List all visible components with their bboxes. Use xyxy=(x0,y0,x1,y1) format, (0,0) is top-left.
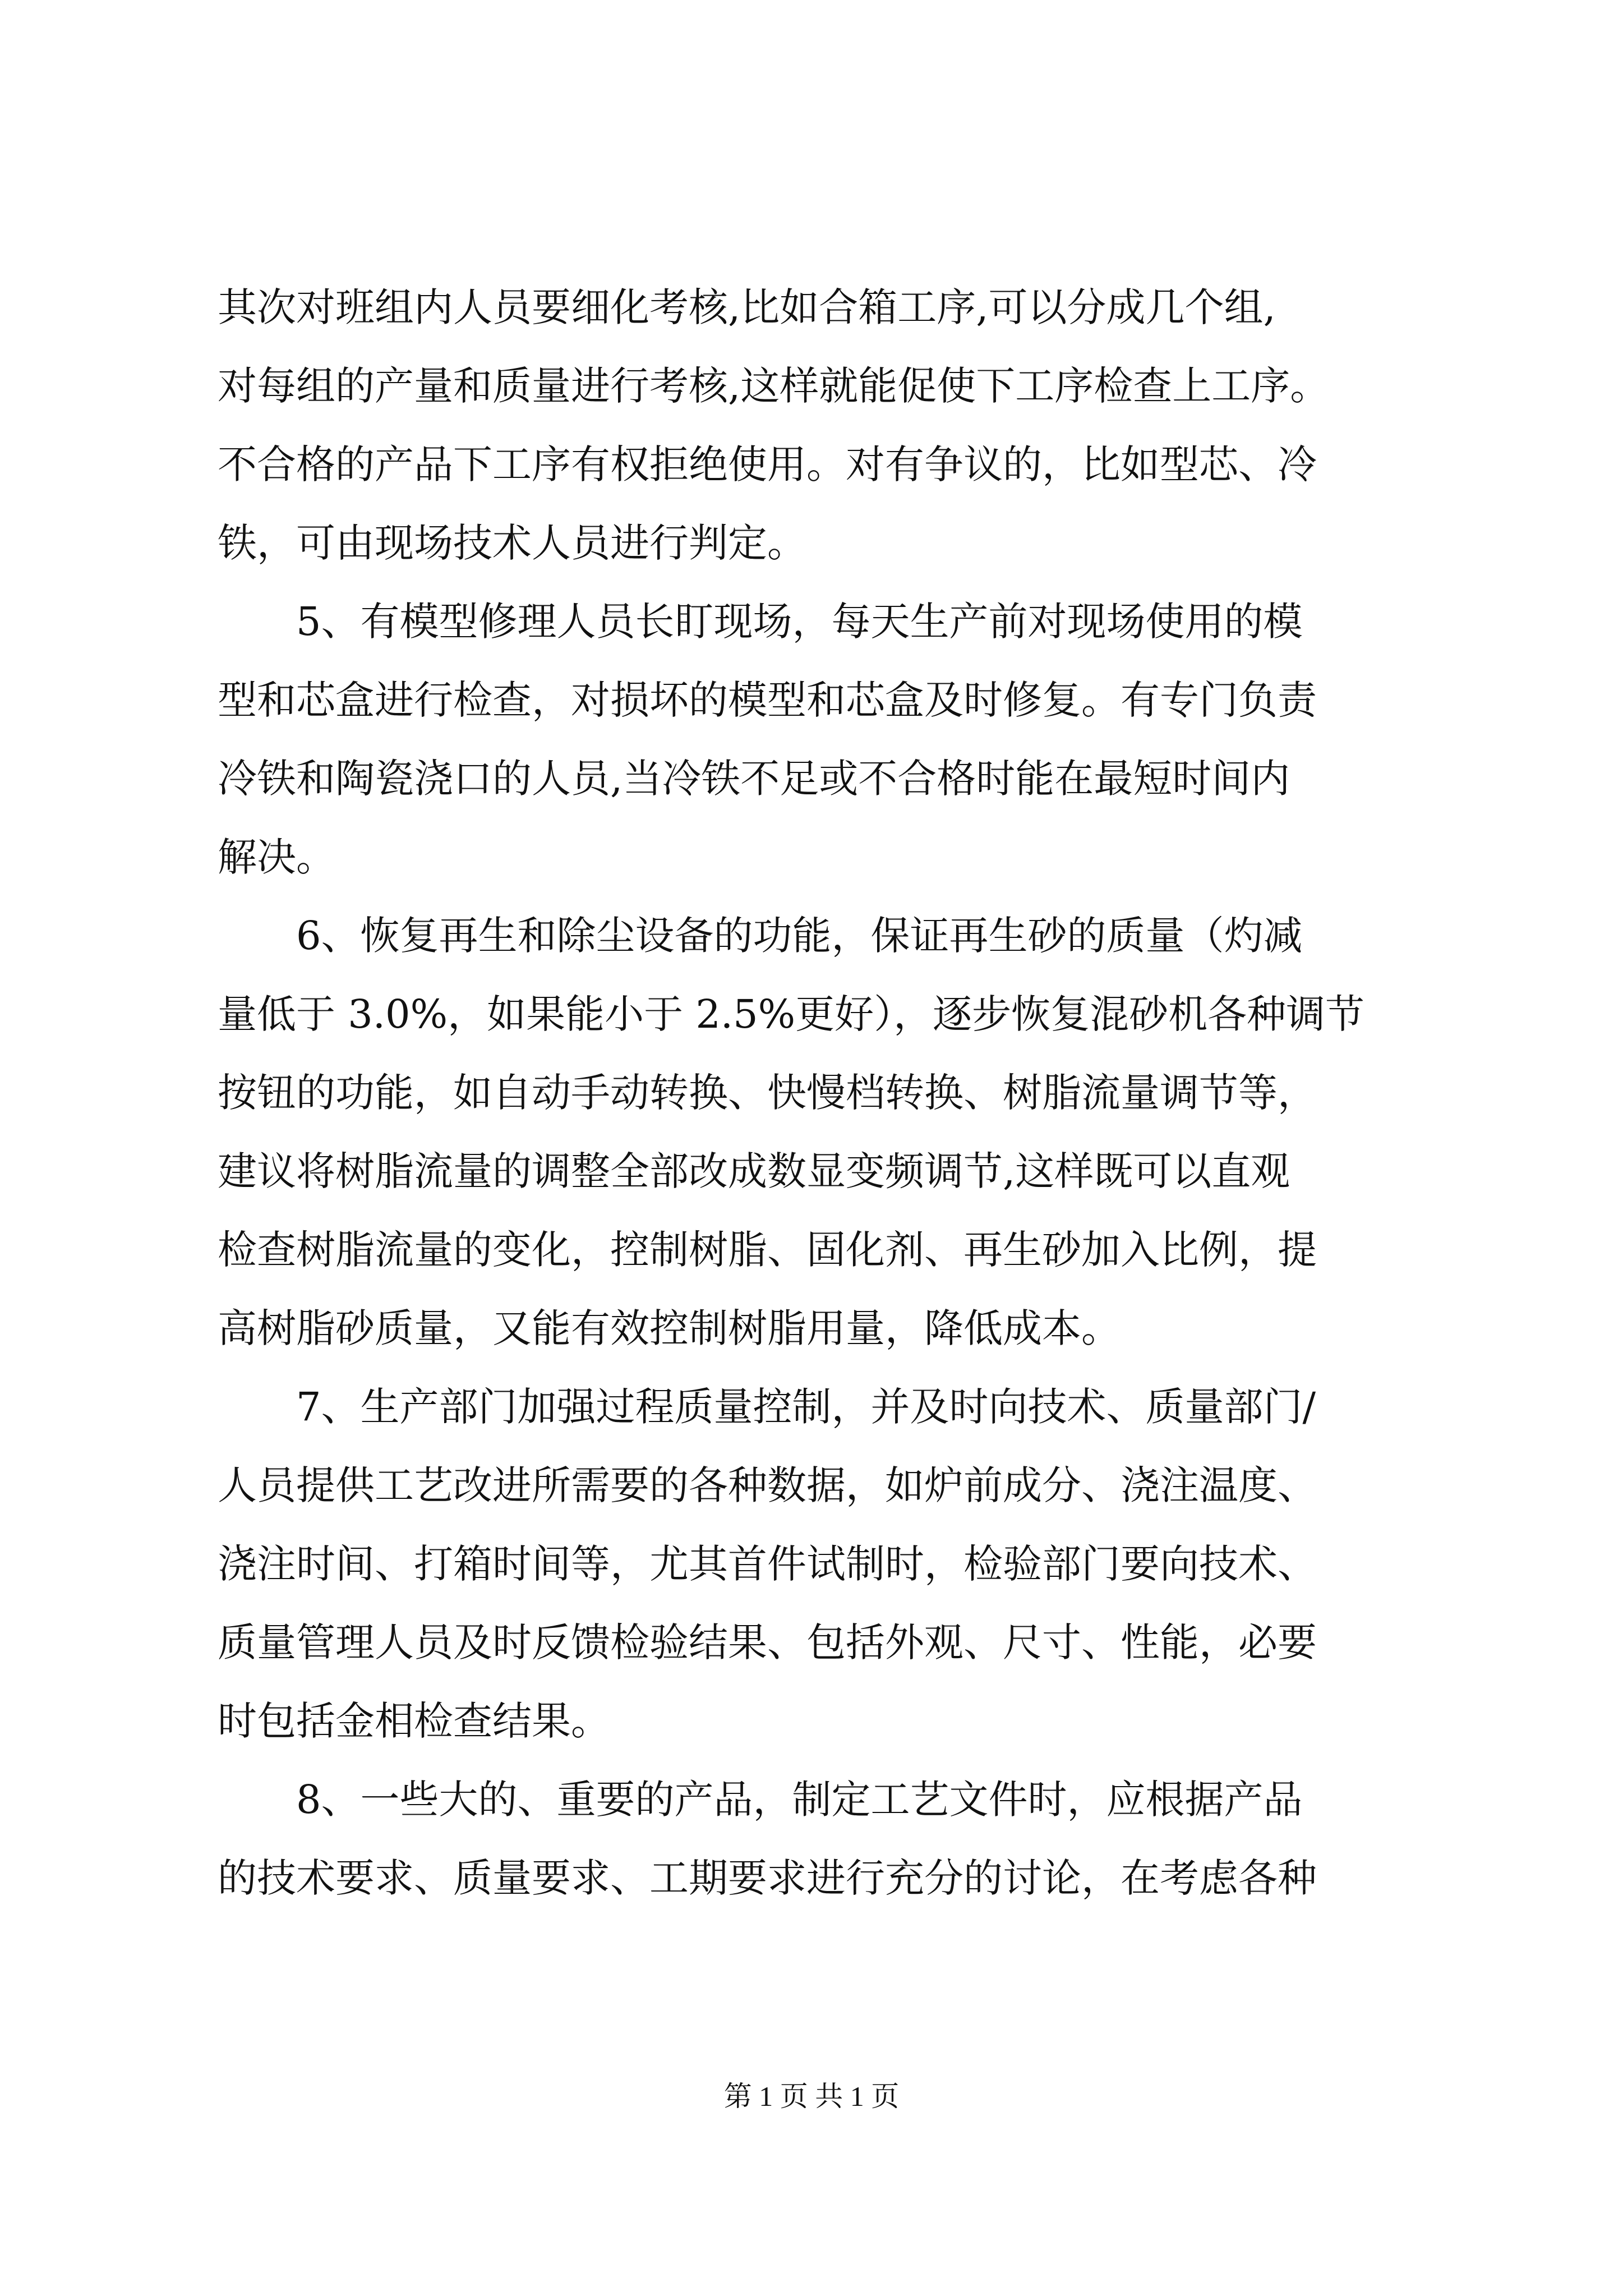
paragraph-8-first-line: 8、一些大的、重要的产品，制定工艺文件时，应根据产品 xyxy=(296,1777,1303,1823)
text-line: 时包括金相检查结果。 xyxy=(218,1698,610,1744)
text-line: 的技术要求、质量要求、工期要求进行充分的讨论，在考虑各种 xyxy=(218,1855,1317,1901)
text-line: 质量管理人员及时反馈检验结果、包括外观、尺寸、性能，必要 xyxy=(218,1619,1317,1665)
text-line: 人员提供工艺改进所需要的各种数据，如炉前成分、浇注温度、 xyxy=(218,1462,1317,1508)
page-number-footer: 第 1 页 共 1 页 xyxy=(723,2081,900,2112)
text-line: 浇注时间、打箱时间等，尤其首件试制时，检验部门要向技术、 xyxy=(218,1541,1317,1587)
text-line: 解决。 xyxy=(218,834,335,880)
text-line: 建议将树脂流量的调整全部改成数显变频调节,这样既可以直观 xyxy=(218,1148,1290,1194)
paragraph-6-first-line: 6、恢复再生和除尘设备的功能，保证再生砂的质量（灼减 xyxy=(296,913,1303,959)
paragraph-5-first-line: 5、有模型修理人员长盯现场，每天生产前对现场使用的模 xyxy=(296,599,1303,645)
text-line: 高树脂砂质量，又能有效控制树脂用量，降低成本。 xyxy=(218,1305,1121,1351)
paragraph-7-first-line: 7、生产部门加强过程质量控制，并及时向技术、质量部门/ xyxy=(296,1384,1316,1430)
document-body xyxy=(218,268,1474,1917)
text-line: 量低于 3.0%，如果能小于 2.5%更好），逐步恢复混砂机各种调节 xyxy=(218,991,1365,1037)
text-line: 型和芯盒进行检查，对损坏的模型和芯盒及时修复。有专门负责 xyxy=(218,677,1317,723)
text-line: 其次对班组内人员要细化考核,比如合箱工序,可以分成几个组, xyxy=(218,284,1276,330)
text-line: 按钮的功能，如自动手动转换、快慢档转换、树脂流量调节等， xyxy=(218,1070,1317,1116)
text-line: 铁，可由现场技术人员进行判定。 xyxy=(218,520,806,566)
text-line: 不合格的产品下工序有权拒绝使用。对有争议的，比如型芯、冷 xyxy=(218,441,1317,487)
text-line: 检查树脂流量的变化，控制树脂、固化剂、再生砂加入比例，提 xyxy=(218,1227,1317,1273)
text-line: 对每组的产量和质量进行考核,这样就能促使下工序检查上工序。 xyxy=(218,363,1330,409)
text-line: 冷铁和陶瓷浇口的人员,当冷铁不足或不合格时能在最短时间内 xyxy=(218,756,1290,802)
